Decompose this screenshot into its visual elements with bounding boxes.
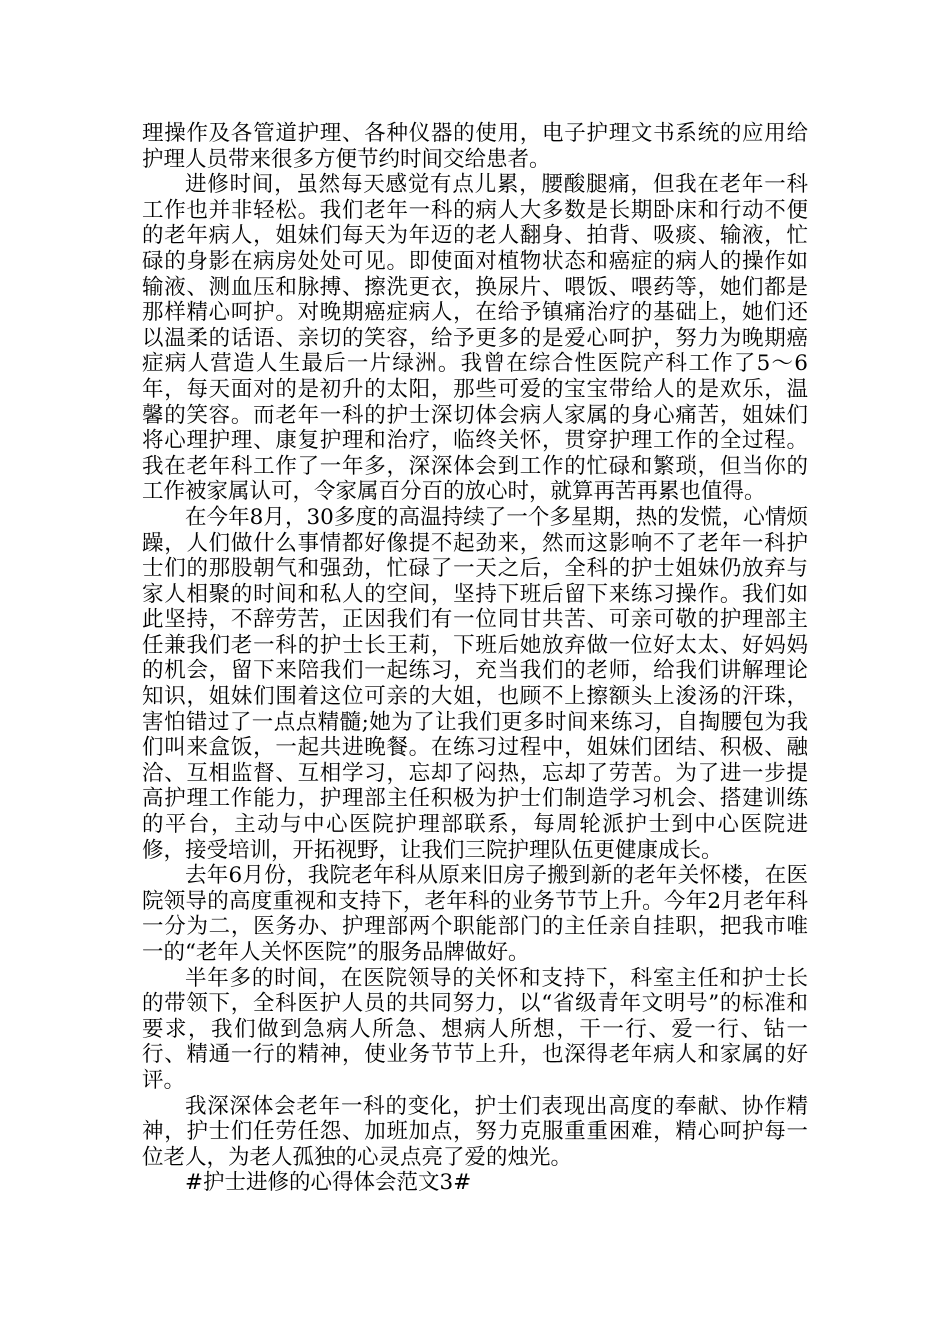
paragraph-5: 半年多的时间，在医院领导的关怀和支持下，科室主任和护士长的带领下，全科医护人员的共同努力，以“省级青年文明号”的标准和要求，我们做到急病人所急、想病人所想，干一行、爱一行、钻一行、精通一行的精神，使业务节节上升，也深得老年病人和家属的好评。: [142, 965, 808, 1093]
paragraph-2: 进修时间，虽然每天感觉有点儿累，腰酸腿痛，但我在老年一科工作也并非轻松。我们老年一科的病人大多数是长期卧床和行动不便的老年病人，姐妹们每天为年迈的老人翻身、拍背、吸痰、输液，忙碌的身影在病房处处可见。即使面对植物状态和癌症的病人的操作如输液、测血压和脉搏、擦洗更衣，换尿片、喂饭、喂药等，她们都是那样精心呵护。对晚期癌症病人，在给予镇痛治疗的基础上，她们还以温柔的话语、亲切的笑容，给予更多的是爱心呵护，努力为晚期癌症病人营造人生最后一片绿洲。我曾在综合性医院产科工作了5～6年，每天面对的是初升的太阳，那些可爱的宝宝带给人的是欢乐，温馨的笑容。而老年一科的护士深切体会病人家属的身心痛苦，姐妹们将心理护理、康复护理和治疗，临终关怀，贯穿护理工作的全过程。我在老年科工作了一年多，深深体会到工作的忙碌和繁琐，但当你的工作被家属认可，令家属百分百的放心时，就算再苦再累也值得。: [142, 172, 808, 505]
section-heading: #护士进修的心得体会范文3#: [185, 1170, 472, 1196]
paragraph-1: 理操作及各管道护理、各种仪器的使用，电子护理文书系统的应用给护理人员带来很多方便节约时间交给患者。: [142, 121, 808, 172]
paragraph-4: 去年6月份，我院老年科从原来旧房子搬到新的老年关怀楼，在医院领导的高度重视和支持下，老年科的业务节节上升。今年2月老年科一分为二，医务办、护理部两个职能部门的主任亲自挂职，把我市唯一的“老年人关怀医院”的服务品牌做好。: [142, 863, 808, 965]
document-body: [142, 121, 808, 1196]
paragraph-6: 我深深体会老年一科的变化，护士们表现出高度的奉献、协作精神，护士们任劳任怨、加班加点，努力克服重重困难，精心呵护每一位老人，为老人孤独的心灵点亮了爱的烛光。: [142, 1093, 808, 1170]
paragraph-3: 在今年8月，30多度的高温持续了一个多星期，热的发慌，心情烦躁，人们做什么事情都好像提不起劲来，然而这影响不了老年一科护士们的那股朝气和强劲，忙碌了一天之后，全科的护士姐妹仍放弃与家人相聚的时间和私人的空间，坚持下班后留下来练习操作。我们如此坚持，不辞劳苦，正因我们有一位同甘共苦、可亲可敬的护理部主任兼我们老一科的护士长王莉，下班后她放弃做一位好太太、好妈妈的机会，留下来陪我们一起练习，充当我们的老师，给我们讲解理论知识，姐妹们围着这位可亲的大姐，也顾不上擦额头上浚汤的汗珠，害怕错过了一点点精髓;她为了让我们更多时间来练习，自掏腰包为我们叫来盒饭，一起共进晚餐。在练习过程中，姐妹们团结、积极、融洽、互相监督、互相学习，忘却了闷热，忘却了劳苦。为了进一步提高护理工作能力，护理部主任积极为护士们制造学习机会、搭建训练的平台，主动与中心医院护理部联系，每周轮派护士到中心医院进修，接受培训，开拓视野，让我们三院护理队伍更健康成长。: [142, 504, 808, 863]
